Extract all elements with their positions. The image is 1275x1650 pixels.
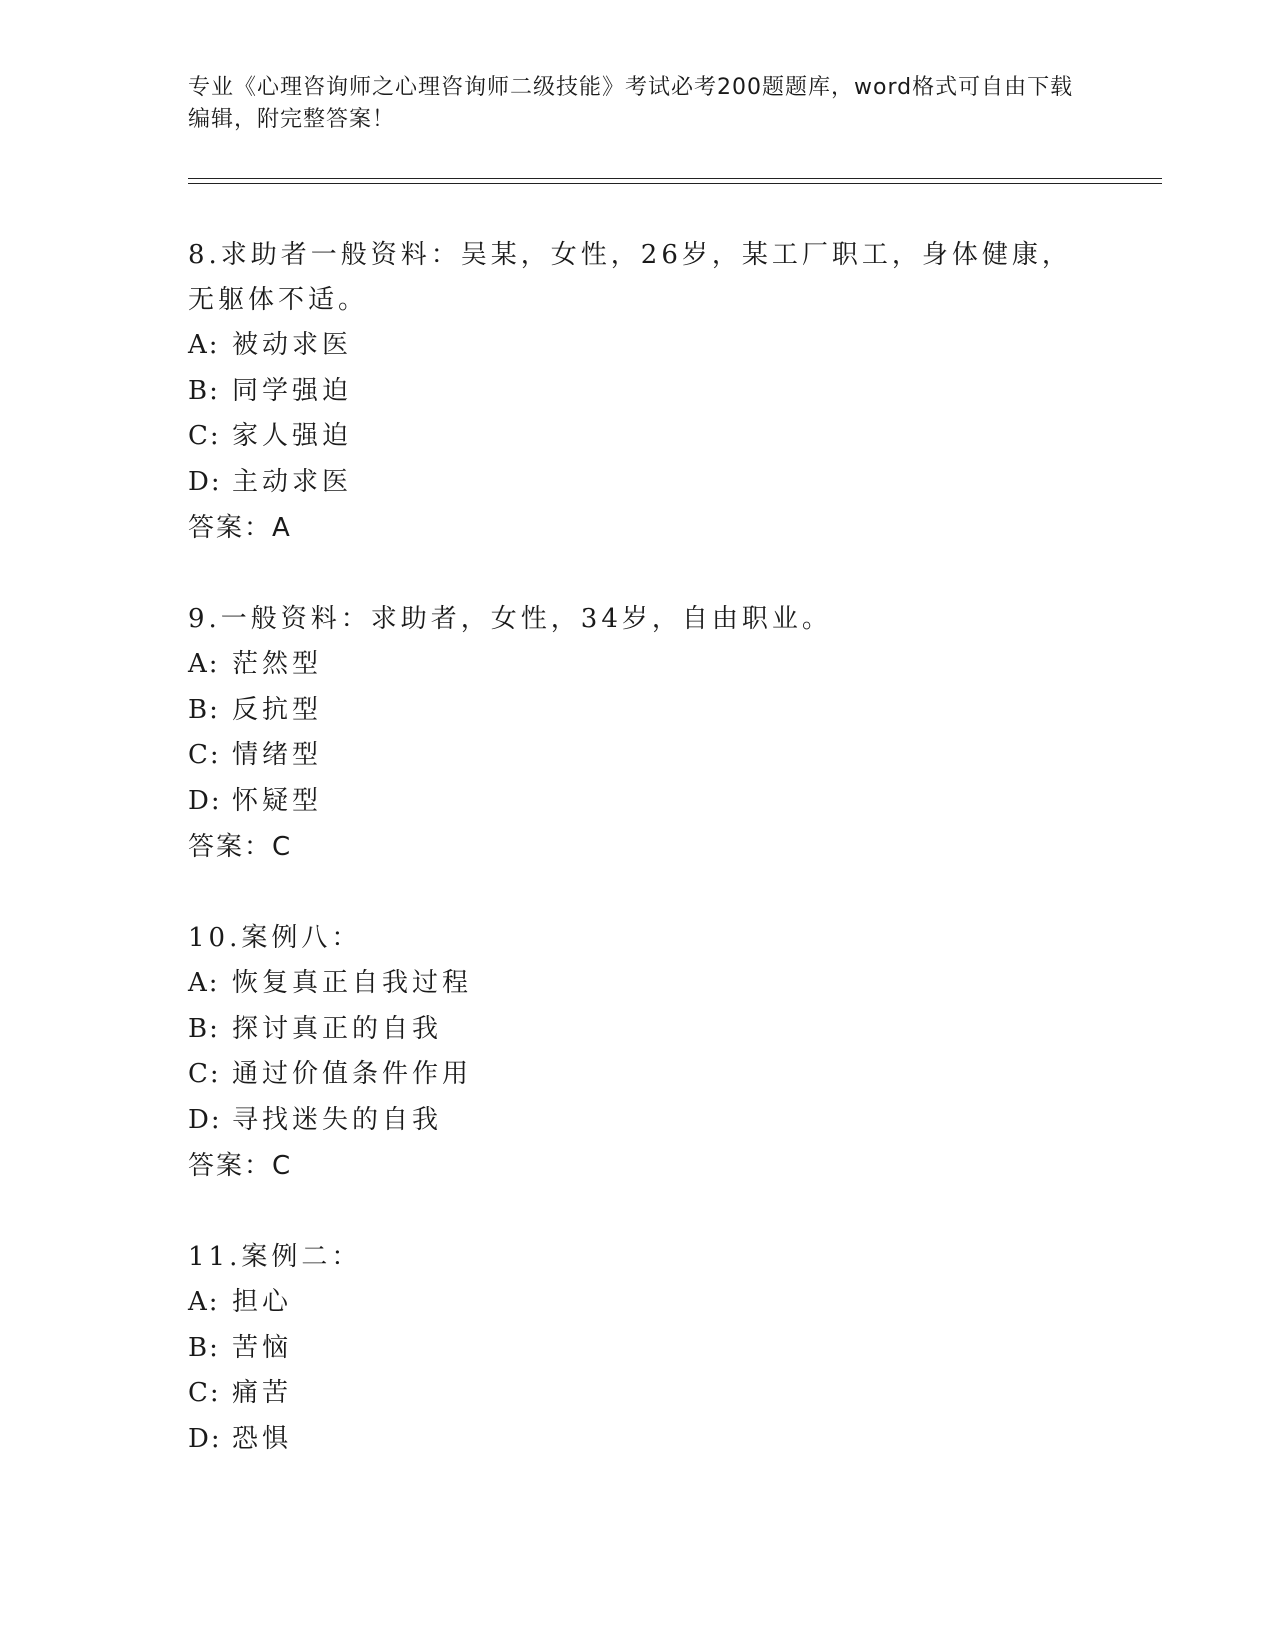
option-a: [188, 961, 1088, 1007]
option-label: B:: [188, 1332, 220, 1363]
option-text: 痛苦: [232, 1378, 293, 1408]
question-10: [188, 916, 1088, 1189]
option-d: [188, 1098, 1088, 1144]
option-text: 同学强迫: [232, 375, 353, 406]
answer: 答案：C: [188, 1151, 293, 1181]
option-text: 担心: [232, 1287, 293, 1317]
document-header: 专业《心理咨询师之心理咨询师二级技能》考试必考200题题库，word格式可自由下载编辑，附完整答案！: [188, 75, 1074, 132]
header-divider-bottom: [188, 183, 1162, 184]
option-text: 怀疑型: [232, 785, 323, 816]
option-c: [188, 1371, 1088, 1417]
option-text: 探讨真正的自我: [232, 1013, 443, 1044]
option-label: B:: [188, 694, 220, 725]
option-b: [188, 688, 1088, 734]
answer: 答案：A: [188, 513, 292, 543]
question-8: [188, 233, 1088, 551]
option-d: [188, 779, 1088, 825]
option-text: 家人强迫: [232, 421, 353, 451]
question-9: [188, 597, 1088, 870]
option-label: C:: [188, 1378, 221, 1408]
option-label: B:: [188, 1013, 220, 1044]
option-label: D:: [188, 1423, 222, 1454]
header-divider-top: [188, 178, 1162, 179]
option-text: 反抗型: [232, 694, 323, 725]
option-a: [188, 1280, 1088, 1326]
option-text: 主动求医: [232, 466, 353, 497]
option-c: [188, 414, 1088, 460]
option-label: A:: [188, 1287, 220, 1317]
option-label: D:: [188, 466, 222, 497]
option-text: 恐惧: [232, 1423, 293, 1454]
option-label: C:: [188, 740, 221, 770]
option-d: [188, 1417, 1088, 1463]
option-text: 恢复真正自我过程: [232, 968, 473, 998]
question-list: [188, 233, 1088, 1508]
option-text: 情绪型: [232, 740, 323, 770]
option-text: 苦恼: [232, 1332, 293, 1363]
option-c: [188, 733, 1088, 779]
question-text: 10.案例八：: [188, 923, 362, 953]
option-label: A:: [188, 649, 220, 679]
question-11: [188, 1235, 1088, 1462]
option-text: 通过价值条件作用: [232, 1059, 473, 1089]
option-label: C:: [188, 421, 221, 451]
option-text: 寻找迷失的自我: [232, 1104, 443, 1135]
option-label: C:: [188, 1059, 221, 1089]
option-b: [188, 369, 1088, 415]
option-b: [188, 1326, 1088, 1372]
option-a: [188, 642, 1088, 688]
option-b: [188, 1007, 1088, 1053]
question-text: 9.一般资料：求助者，女性，34岁，自由职业。: [188, 604, 832, 634]
option-label: D:: [188, 785, 222, 816]
option-label: A:: [188, 968, 220, 998]
option-label: A:: [188, 330, 220, 360]
option-c: [188, 1052, 1088, 1098]
question-text: 11.案例二：: [188, 1242, 362, 1272]
answer: 答案：C: [188, 832, 293, 862]
question-text: 8.求助者一般资料：吴某，女性，26岁，某工厂职工，身体健康，无躯体不适。: [188, 240, 1072, 315]
option-label: D:: [188, 1104, 222, 1135]
option-text: 被动求医: [232, 330, 353, 360]
option-d: [188, 460, 1088, 506]
option-text: 茫然型: [232, 649, 323, 679]
option-label: B:: [188, 375, 220, 406]
option-a: [188, 323, 1088, 369]
